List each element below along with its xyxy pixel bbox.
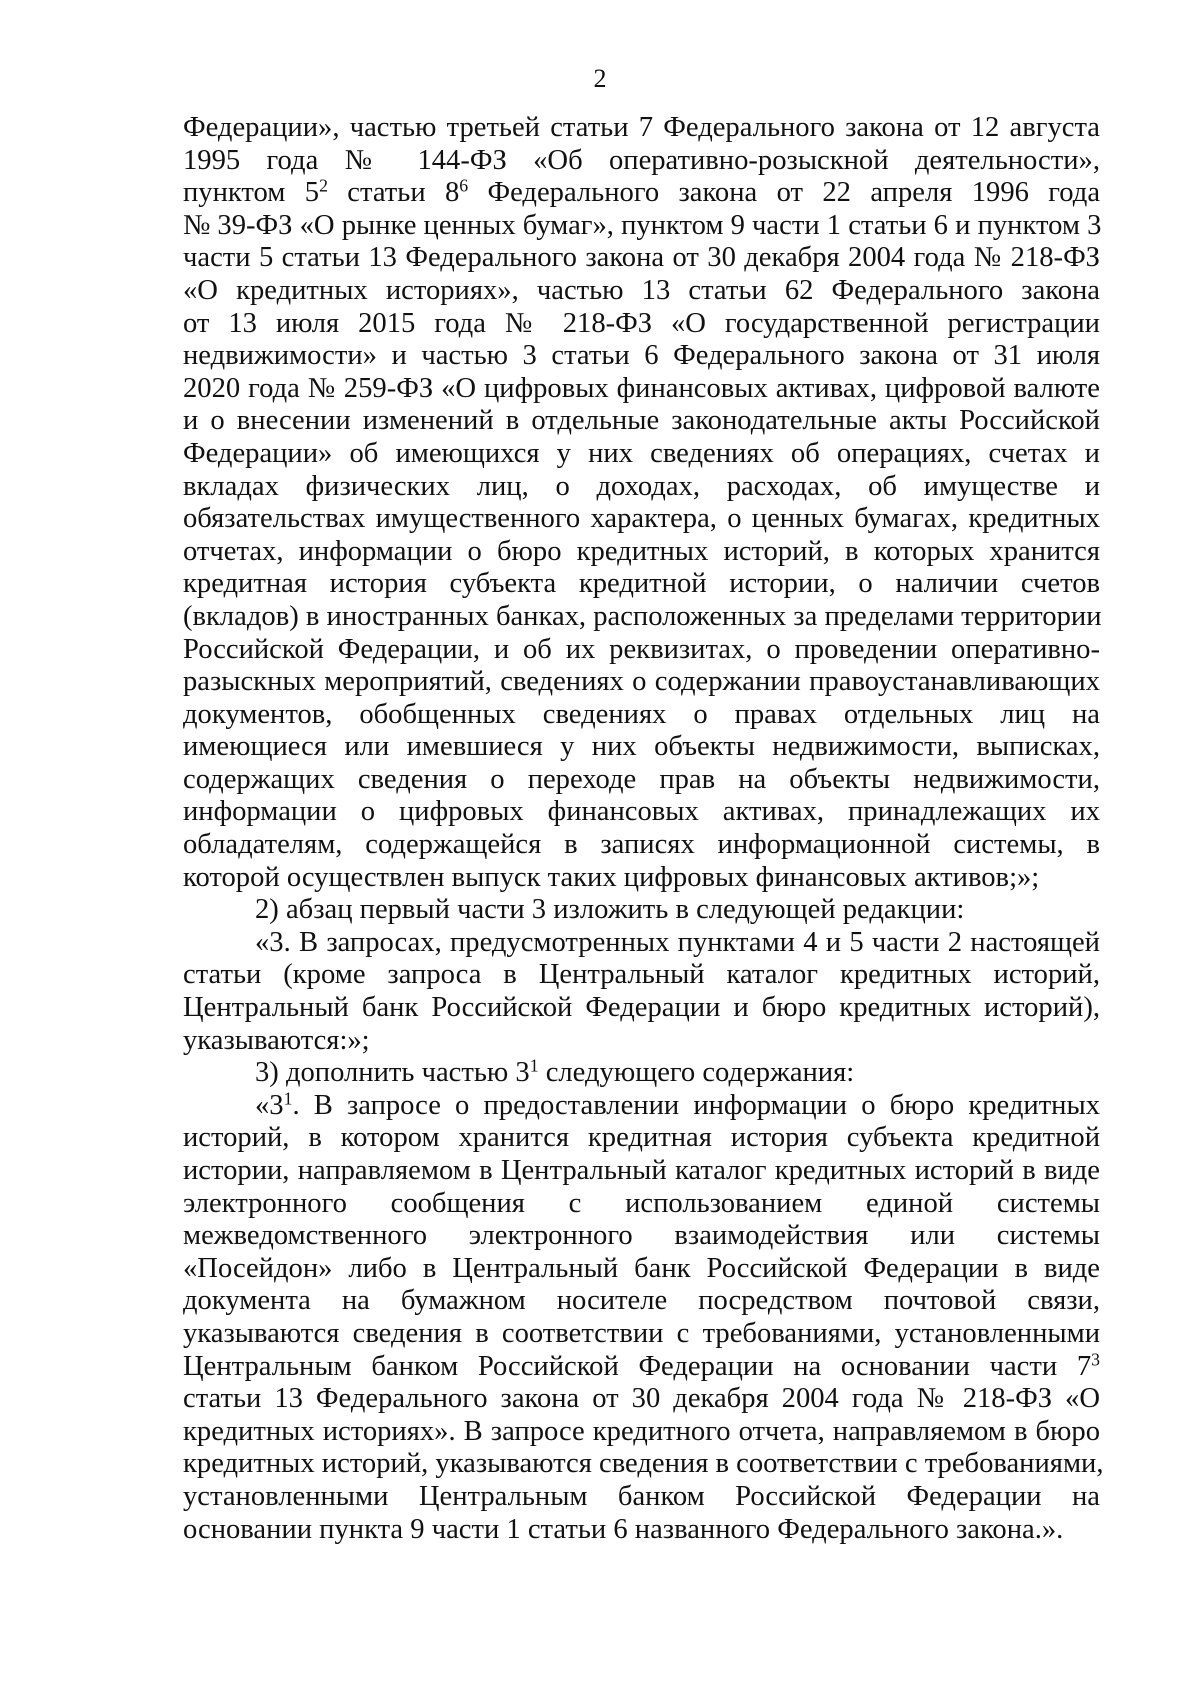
text-line	[183, 568, 1100, 601]
text-line	[183, 829, 1100, 862]
text-segment: Центральный банк Российской Федерации и бюро кредитных историй),	[183, 992, 1100, 1024]
text-segment: 2020 года № 259-ФЗ «О цифровых финансовых активах, цифровой валюте	[183, 372, 1100, 404]
text-line	[183, 1318, 1100, 1351]
page-number: 2	[593, 64, 607, 93]
text-line	[183, 634, 1100, 667]
text-segment: Федерального закона от 22 апреля 1996 года	[468, 177, 1101, 209]
text-line	[183, 764, 1100, 797]
text-segment: «О кредитных историях», частью 13 статьи 62 Федерального закона	[183, 274, 1100, 306]
text-line	[183, 145, 1100, 178]
text-line	[183, 1188, 1100, 1221]
text-line	[183, 275, 1100, 308]
superscript: 6	[459, 175, 469, 196]
text-segment: разыскных мероприятий, сведениях о содержании правоустанавливающих	[183, 666, 1100, 698]
text-segment: части 5 статьи 13 Федерального закона от 30 декабря 2004 года № 218-ФЗ	[183, 242, 1100, 274]
text-segment: кредитная история субъекта кредитной истории, о наличии счетов	[183, 568, 1100, 600]
text-line	[183, 1383, 1100, 1416]
document-body	[183, 112, 1104, 1546]
text-line	[183, 666, 1100, 699]
text-line	[183, 699, 1100, 732]
text-segment: отчетах, информации о бюро кредитных историй, в которых хранится	[183, 535, 1100, 567]
superscript: 1	[529, 1055, 539, 1076]
text-line	[183, 601, 1100, 634]
text-segment: содержащих сведения о переходе прав на объекты недвижимости,	[183, 763, 1100, 795]
text-line	[183, 471, 1100, 504]
text-line	[183, 438, 1100, 471]
text-segment: Федерации», частью третьей статьи 7 Федерального закона от 12 августа	[183, 112, 1100, 143]
text-segment: «3	[255, 1089, 284, 1121]
text-segment: недвижимости» и частью 3 статьи 6 Федерального закона от 31 июля	[183, 340, 1100, 372]
text-segment: кредитных историях». В запросе кредитного отчета, направляемом в бюро	[183, 1415, 1100, 1447]
text-segment: указываются сведения в соответствии с требованиями, установленными	[183, 1317, 1100, 1349]
text-segment: статьи 8	[327, 177, 460, 209]
text-segment: установленными Центральным банком Российской Федерации на	[183, 1480, 1100, 1512]
text-segment: Федерации» об имеющихся у них сведениях об операциях, счетах и	[183, 437, 1100, 469]
text-line	[183, 405, 1100, 438]
text-segment: «3. В запросах, предусмотренных пунктами 4 и 5 части 2 настоящей	[255, 926, 1100, 958]
text-segment: указываются:»;	[183, 1024, 370, 1056]
text-segment: 1995 года № 144-ФЗ «Об оперативно-розыскной деятельности»,	[183, 144, 1100, 176]
text-line	[183, 177, 1100, 210]
text-line	[183, 1416, 1100, 1449]
text-segment: Российской Федерации, и об их реквизитах, о проведении оперативно-	[183, 633, 1100, 665]
text-line	[183, 1253, 1100, 1286]
text-line	[183, 927, 1100, 960]
text-line	[183, 992, 1100, 1025]
text-line	[183, 862, 1100, 895]
text-line	[183, 536, 1100, 569]
text-segment: информации о цифровых финансовых активах, принадлежащих их	[183, 796, 1100, 828]
text-line	[183, 1155, 1100, 1188]
text-line	[183, 308, 1100, 341]
text-segment: истории, направляемом в Центральный каталог кредитных историй в виде	[183, 1155, 1100, 1186]
text-segment: и о внесении изменений в отдельные законодательные акты Российской	[183, 405, 1100, 437]
text-segment: электронного сообщения с использованием единой системы	[183, 1187, 1100, 1219]
text-line	[183, 959, 1100, 992]
text-line	[183, 1481, 1100, 1514]
text-line	[183, 1220, 1100, 1253]
text-segment: историй, в котором хранится кредитная история субъекта кредитной	[183, 1122, 1100, 1154]
text-segment: № 39-ФЗ «О рынке ценных бумаг», пунктом 9 части 1 статьи 6 и пунктом 3	[183, 209, 1102, 241]
text-segment: (вкладов) в иностранных банках, расположенных за пределами территории	[183, 600, 1102, 632]
text-line	[183, 210, 1100, 243]
text-line	[183, 1285, 1100, 1318]
text-segment: статьи (кроме запроса в Центральный каталог кредитных историй,	[183, 959, 1100, 991]
text-line	[183, 1348, 1100, 1384]
text-line	[183, 796, 1100, 829]
text-segment: от 13 июля 2015 года № 218-ФЗ «О государственной регистрации	[183, 307, 1100, 339]
text-segment: документов, обобщенных сведениях о правах отдельных лиц на	[183, 698, 1100, 730]
text-line	[183, 242, 1100, 275]
text-segment: которой осуществлен выпуск таких цифровых финансовых активов;»;	[183, 861, 1040, 893]
text-line	[183, 373, 1100, 406]
text-line	[183, 340, 1100, 373]
superscript: 1	[283, 1088, 293, 1109]
text-line	[183, 1122, 1100, 1155]
text-segment: межведомственного электронного взаимодействия или системы	[183, 1220, 1100, 1252]
text-segment: . В запросе о предоставлении информации о бюро кредитных	[292, 1089, 1100, 1121]
text-segment: кредитных историй, указываются сведения в соответствии с требованиями,	[183, 1448, 1104, 1480]
text-line	[183, 1025, 1100, 1058]
text-segment: обладателям, содержащейся в записях информационной системы, в	[183, 829, 1100, 861]
superscript: 2	[319, 175, 328, 196]
text-line	[183, 112, 1100, 145]
text-segment: вкладах физических лиц, о доходах, расходах, об имуществе и	[183, 470, 1100, 502]
text-segment: обязательствах имущественного характера, о ценных бумагах, кредитных	[183, 503, 1100, 535]
text-segment: Центральным банком Российской Федерации на основании части 7	[183, 1350, 1092, 1382]
text-line	[183, 894, 1100, 927]
text-line	[183, 731, 1100, 764]
text-segment: имеющиеся или имевшиеся у них объекты недвижимости, выписках,	[183, 731, 1100, 763]
text-line	[183, 1057, 1100, 1090]
text-line	[183, 1090, 1100, 1123]
text-segment: документа на бумажном носителе посредством почтовой связи,	[183, 1285, 1100, 1317]
superscript: 3	[1091, 1348, 1100, 1369]
text-segment: «Посейдон» либо в Центральный банк Российской Федерации в виде	[183, 1252, 1100, 1284]
text-segment: статьи 13 Федерального закона от 30 декабря 2004 года № 218-ФЗ «О	[183, 1383, 1100, 1415]
text-line	[183, 1514, 1100, 1547]
text-segment: следующего содержания:	[538, 1057, 855, 1089]
text-segment: 2) абзац первый части 3 изложить в следующей редакции:	[255, 894, 965, 926]
text-segment: 3) дополнить частью 3	[255, 1057, 530, 1089]
text-segment: пунктом 5	[183, 177, 320, 209]
text-line	[183, 503, 1100, 536]
text-segment: основании пункта 9 части 1 статьи 6 названного Федерального закона.».	[183, 1513, 1064, 1545]
text-line	[183, 1448, 1104, 1481]
